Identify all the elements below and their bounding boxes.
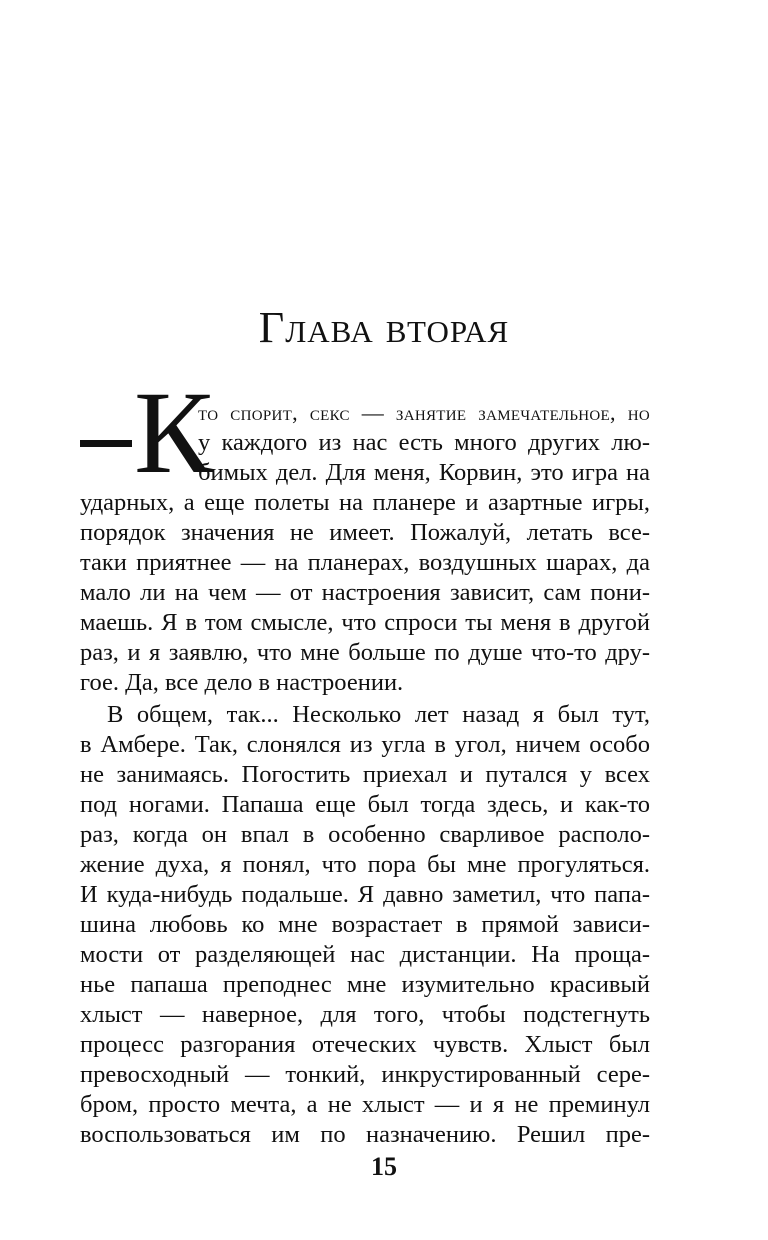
text-line: бром, просто мечта, а не хлыст — и я не преминул (80, 1091, 650, 1118)
text-line: раз, когда он впал в особенно сварливое располо- (80, 821, 650, 848)
text-line: у каждого из нас есть много других лю- (198, 429, 650, 456)
text-line: жение духа, я понял, что пора бы мне прогуляться. (80, 851, 650, 878)
text-line: И куда-нибудь подальше. Я давно заметил, что папа- (80, 881, 650, 908)
page-number: 15 (371, 1152, 397, 1181)
text-line: мости от разделяющей нас дистанции. На проща- (80, 941, 650, 968)
dropcap-letter: К (134, 367, 213, 498)
text-line: гое. Да, все дело в настроении. (80, 669, 404, 696)
dropcap-dash (80, 440, 132, 447)
text-line: нье папаша преподнес мне изумительно красивый (80, 971, 650, 998)
text-line: то спорит, секс — занятие замечательное, но (198, 400, 650, 425)
text-line: не занимаясь. Погостить приехал и путался у всех (80, 761, 650, 788)
text-line: таки приятнее — на планерах, воздушных шарах, да (80, 549, 650, 576)
text-line: В общем, так... Несколько лет назад я был тут, (107, 701, 650, 728)
chapter-title: Глава вторая (258, 303, 510, 352)
text-line: превосходный — тонкий, инкрустированный сере- (80, 1061, 650, 1088)
text-line: раз, и я заявлю, что мне больше по душе что-то дру- (80, 639, 650, 666)
text-line: в Амбере. Так, слонялся из угла в угол, ничем особо (80, 731, 650, 758)
text-line: порядок значения не имеет. Пожалуй, летать все- (80, 519, 650, 546)
text-line: под ногами. Папаша еще был тогда здесь, и как-то (80, 791, 650, 818)
text-line: воспользоваться им по назначению. Решил пре- (80, 1121, 650, 1148)
text-line: мало ли на чем — от настроения зависит, сам пони- (80, 579, 650, 606)
text-line: ударных, а еще полеты на планере и азартные игры, (80, 489, 650, 516)
text-line: процесс разгорания отеческих чувств. Хлыст был (80, 1031, 650, 1058)
text-line: бимых дел. Для меня, Корвин, это игра на (198, 459, 650, 486)
text-line: шина любовь ко мне возрастает в прямой зависи- (80, 911, 650, 938)
text-line: маешь. Я в том смысле, что спроси ты меня в другой (80, 609, 650, 636)
text-line: хлыст — наверное, для того, чтобы подстегнуть (80, 1001, 650, 1028)
